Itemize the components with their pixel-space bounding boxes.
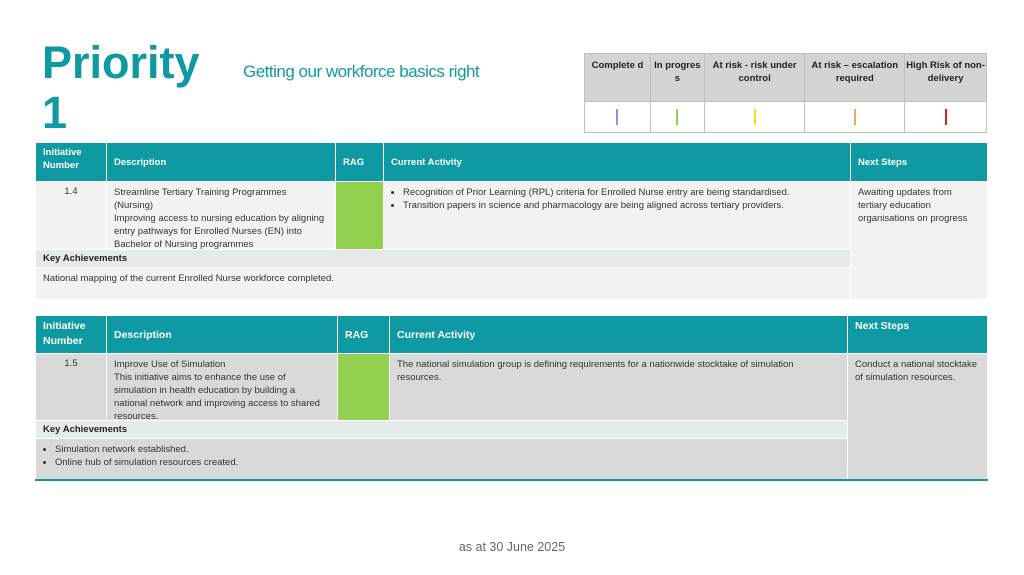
legend-label-in-progress: In progres s [650,54,704,102]
key-achievements-text: National mapping of the current Enrolled Nurse workforce completed. [36,268,851,300]
activity-item: • Recognition of Prior Learning (RPL) criteria for Enrolled Nurse entry are being standardised. [403,186,843,199]
key-achievements-list [36,439,848,481]
initiative-number: 1.5 [36,354,107,421]
initiative-number: 1.4 [36,182,107,250]
rag-legend [584,53,987,133]
legend-swatch-at-risk-controlled [754,109,756,125]
initiative-table-1-5 [35,315,988,481]
legend-swatch-at-risk-escalation [854,109,856,125]
col-header-description: Description [107,143,336,182]
col-header-initiative: Initiative Number [36,143,107,182]
initiative-table-1-4 [35,142,988,300]
next-steps: Awaiting updates from tertiary education organisations on progress [851,182,988,300]
col-header-description: Description [107,316,338,354]
next-steps: Conduct a national stocktake of simulation resources. [848,354,988,481]
legend-swatch-completed [616,109,618,125]
activity-item: • Transition papers in science and pharmacology are being aligned across tertiary providers. [403,199,843,212]
legend-label-completed: Complete d [585,54,651,102]
rag-status-cell [336,182,384,250]
key-achievements-label: Key Achievements [36,250,851,268]
initiative-description [107,354,338,421]
achievement-item: • Online hub of simulation resources created. [55,456,840,469]
key-achievements-label: Key Achievements [36,421,848,439]
rag-status-cell [338,354,390,421]
col-header-initiative: Initiative Number [36,316,107,354]
col-header-rag: RAG [338,316,390,354]
page-subtitle: Getting our workforce basics right [243,62,480,81]
page-title-line1: Priority [42,37,200,88]
col-header-rag: RAG [336,143,384,182]
page-title [42,38,212,138]
initiative-description [107,182,336,250]
initiative-description-title: Streamline Tertiary Training Programmes (Nursing) [114,187,287,211]
col-header-current-activity: Current Activity [390,316,848,354]
legend-label-at-risk-controlled: At risk - risk under control [704,54,805,102]
col-header-next-steps: Next Steps [848,316,988,354]
initiative-description-body: This initiative aims to enhance the use of simulation in health education by building a national network and improving access to shared resources. [114,372,320,422]
current-activity [384,182,851,250]
as-at-date: as at 30 June 2025 [458,540,566,554]
page-title-line2: 1 [42,87,68,138]
current-activity: The national simulation group is defining requirements for a nationwide stocktake of simulation resources. [390,354,848,421]
legend-label-at-risk-escalation: At risk – escalation required [805,54,905,102]
legend-swatch-in-progress [676,109,678,125]
initiative-description-body: Improving access to nursing education by aligning entry pathways for Enrolled Nurses (EN) into Bachelor of Nursing programmes [114,213,325,250]
legend-swatch-high-risk [945,109,947,125]
col-header-current-activity: Current Activity [384,143,851,182]
legend-label-high-risk: High Risk of non-delivery [905,54,987,102]
achievement-item: • Simulation network established. [55,443,840,456]
col-header-next-steps: Next Steps [851,143,988,182]
initiative-description-title: Improve Use of Simulation [114,359,226,370]
